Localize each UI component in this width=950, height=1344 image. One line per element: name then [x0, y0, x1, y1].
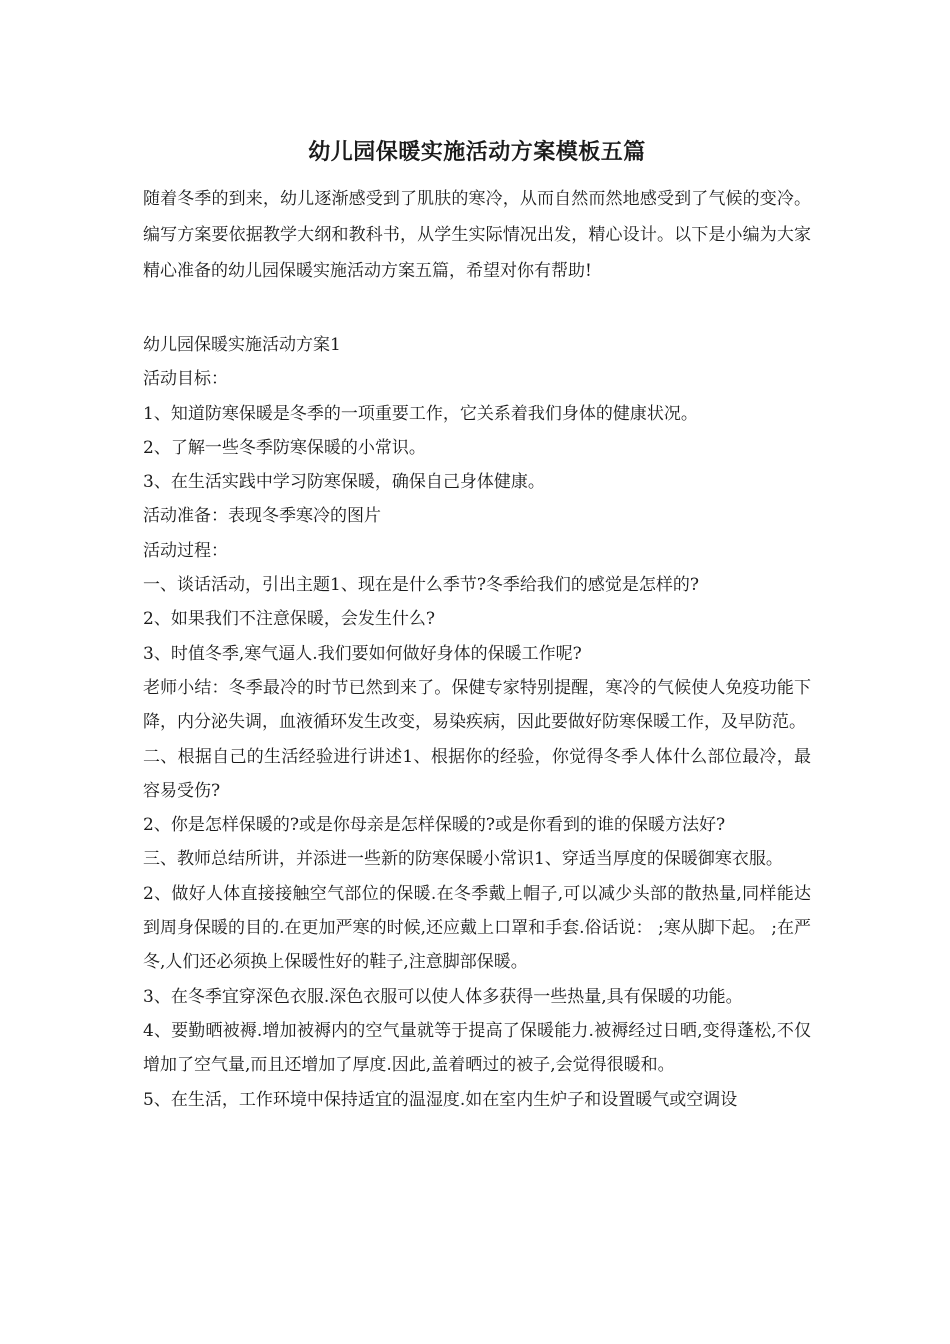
- body-paragraph: 2、你是怎样保暖的?或是你母亲是怎样保暖的?或是你看到的谁的保暖方法好?: [143, 815, 726, 836]
- body-paragraph: 老师小结：冬季最冷的时节已然到来了。保健专家特别提醒，寒冷的气候使人免疫功能下降，内分泌失调，血液循环发生改变，易染疾病，因此要做好防寒保暖工作，及早防范。: [143, 677, 811, 733]
- body-paragraph: 3、在生活实践中学习防寒保暖，确保自己身体健康。: [143, 472, 545, 493]
- body-paragraph: 1、知道防寒保暖是冬季的一项重要工作，它关系着我们身体的健康状况。: [143, 403, 698, 424]
- section-heading: 幼儿园保暖实施活动方案1: [143, 335, 341, 355]
- body-paragraph: 5、在生活，工作环境中保持适宜的温湿度.如在室内生炉子和设置暖气或空调设: [143, 1089, 738, 1110]
- body-paragraph: 一、谈话活动，引出主题1、现在是什么季节?冬季给我们的感觉是怎样的?: [143, 575, 700, 596]
- body-paragraph: 三、教师总结所讲，并添进一些新的防寒保暖小常识1、穿适当厚度的保暖御寒衣服。: [143, 849, 783, 870]
- body-paragraph: 3、时值冬季,寒气逼人.我们要如何做好身体的保暖工作呢?: [143, 643, 582, 664]
- body-paragraph: 2、如果我们不注意保暖，会发生什么?: [143, 609, 435, 630]
- document-title: 幼儿园保暖实施活动方案模板五篇: [308, 139, 646, 165]
- body-paragraph: 3、在冬季宜穿深色衣服.深色衣服可以使人体多获得一些热量,具有保暖的功能。: [143, 986, 743, 1007]
- body-paragraph: 活动准备：表现冬季寒冷的图片: [143, 506, 381, 527]
- body-paragraph: 活动过程：: [143, 540, 228, 561]
- body-paragraph: 活动目标：: [143, 369, 228, 390]
- body-paragraph: 二、根据自己的生活经验进行讲述1、根据你的经验，你觉得冬季人体什么部位最冷，最容易受伤?: [143, 746, 811, 801]
- body-paragraph: 2、了解一些冬季防寒保暖的小常识。: [143, 437, 426, 458]
- body-paragraph: 4、要勤晒被褥.增加被褥内的空气量就等于提高了保暖能力.被褥经过日晒,变得蓬松,不仅增加了空气量,而且还增加了厚度.因此,盖着晒过的被子,会觉得很暖和。: [143, 1020, 811, 1076]
- document-body: [143, 328, 811, 1117]
- intro-paragraph: 随着冬季的到来，幼儿逐渐感受到了肌肤的寒冷，从而自然而然地感受到了气候的变冷。编写方案要依据教学大纲和教科书，从学生实际情况出发，精心设计。以下是小编为大家精心准备的幼儿园保暖实施活动方案五篇，希望对你有帮助!: [143, 189, 811, 281]
- body-paragraph: 2、做好人体直接接触空气部位的保暖.在冬季戴上帽子,可以减少头部的散热量,同样能达到周身保暖的目的.在更加严寒的时候,还应戴上口罩和手套.俗话说： ;寒从脚下起。 ;在严冬,人们还必须换上保暖性好的鞋子,注意脚部保暖。: [143, 883, 811, 973]
